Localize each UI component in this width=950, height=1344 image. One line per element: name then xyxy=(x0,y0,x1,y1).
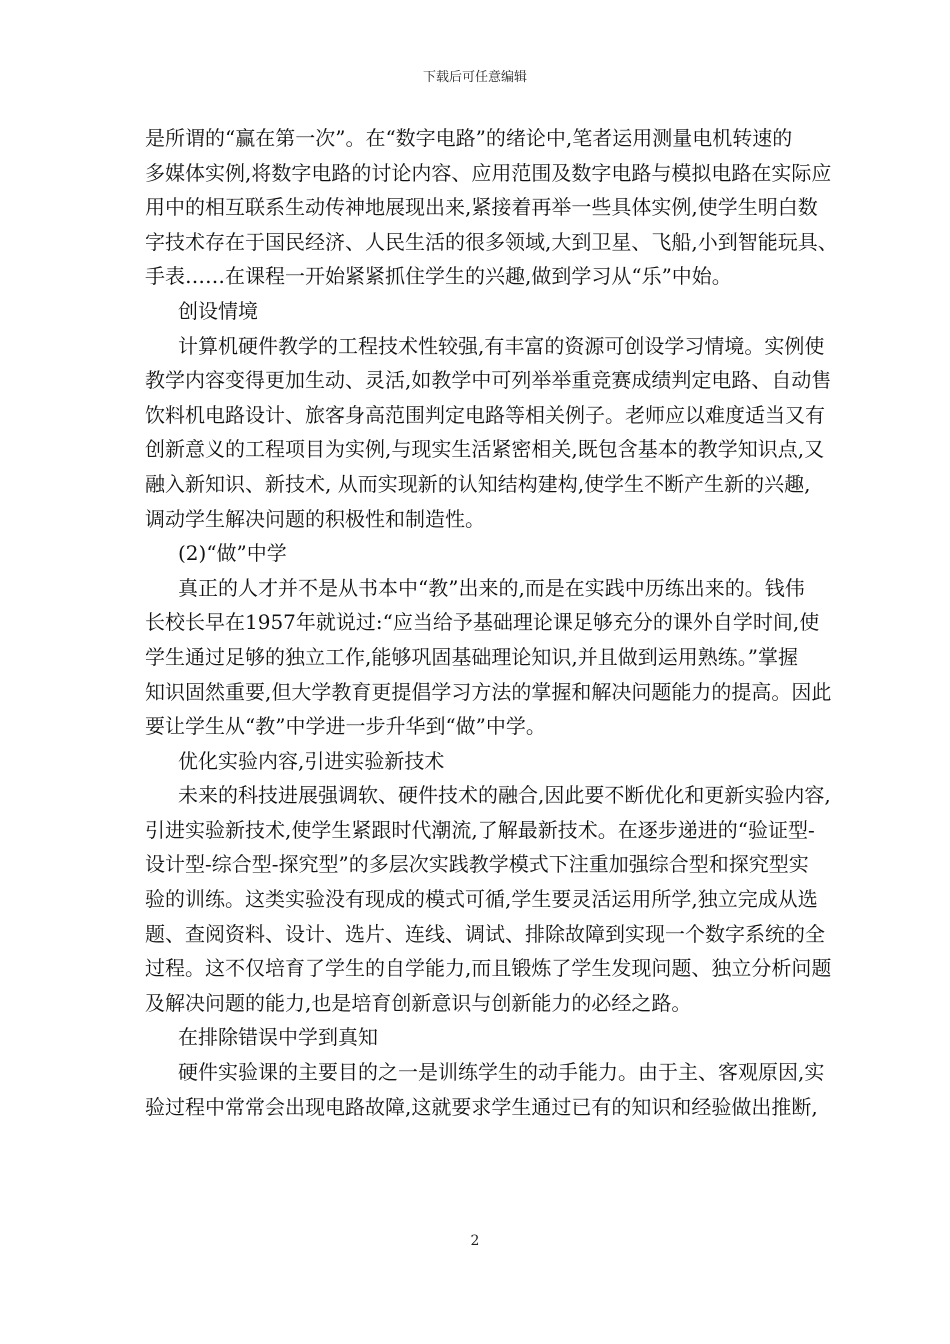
text-line: 要让学生从“教”中学进一步升华到“做”中学。 xyxy=(145,714,546,739)
text-line: 长校长早在1957年就说过:“应当给予基础理论课足够充分的课外自学时间,使 xyxy=(145,610,820,635)
text-line: 验的训练。这类实验没有现成的模式可循,学生要灵活运用所学,独立完成从选 xyxy=(145,887,818,912)
text-line: 教学内容变得更加生动、灵活,如教学中可列举举重竞赛成绩判定电路、自动售 xyxy=(145,368,832,393)
text-line: 是所谓的“赢在第一次”。在“数字电路”的绪论中,笔者运用测量电机转速的 xyxy=(145,126,793,150)
text-line: 优化实验内容,引进实验新技术 xyxy=(178,748,445,773)
text-line: 过程。这不仅培育了学生的自学能力,而且锻炼了学生发现问题、独立分析问题 xyxy=(145,956,832,981)
text-line: 融入新知识、新技术, 从而实现新的认知结构建构,使学生不断产生新的兴趣, xyxy=(145,471,811,496)
text-line: 硬件实验课的主要目的之一是训练学生的动手能力。由于主、客观原因,实 xyxy=(178,1060,825,1085)
text-line: 饮料机电路设计、旅客身高范围判定电路等相关例子。老师应以难度适当又有 xyxy=(145,402,825,427)
text-line: 真正的人才并不是从书本中“教”出来的,而是在实践中历练出来的。钱伟 xyxy=(178,575,805,600)
text-line: 未来的科技进展强调软、硬件技术的融合,因此要不断优化和更新实验内容, xyxy=(178,783,831,808)
text-line: 字技术存在于国民经济、人民生活的很多领域,大到卫星、飞船,小到智能玩具、 xyxy=(145,229,838,254)
body-text xyxy=(145,121,838,1124)
text-line: 用中的相互联系生动传神地展现出来,紧接着再举一些具体实例,使学生明白数 xyxy=(145,195,818,220)
page-number: 2 xyxy=(470,1233,480,1249)
text-line: 创新意义的工程项目为实例,与现实生活紧密相关,既包含基本的教学知识点,又 xyxy=(145,437,825,462)
text-line: 引进实验新技术,使学生紧跟时代潮流,了解最新技术。在逐步递进的“验证型- xyxy=(145,817,815,842)
text-line: 计算机硬件教学的工程技术性较强,有丰富的资源可创设学习情境。实例使 xyxy=(178,333,825,358)
text-line: 题、查阅资料、设计、选片、连线、调试、排除故障到实现一个数字系统的全 xyxy=(145,921,825,946)
text-line: 验过程中常常会出现电路故障,这就要求学生通过已有的知识和经验做出推断, xyxy=(145,1094,818,1119)
text-line: (2)“做”中学 xyxy=(178,541,287,566)
text-line: 手表……在课程一开始紧紧抓住学生的兴趣,做到学习从“乐”中始。 xyxy=(145,264,732,289)
text-line: 创设情境 xyxy=(178,298,258,323)
text-line: 学生通过足够的独立工作,能够巩固基础理论知识,并且做到运用熟练。”掌握 xyxy=(145,644,798,669)
text-line: 设计型-综合型-探究型”的多层次实践教学模式下注重加强综合型和探究型实 xyxy=(145,852,809,877)
text-line: 在排除错误中学到真知 xyxy=(178,1025,378,1050)
text-line: 及解决问题的能力,也是培育创新意识与创新能力的必经之路。 xyxy=(145,990,692,1015)
text-line: 调动学生解决问题的积极性和制造性。 xyxy=(145,506,485,531)
text-line: 知识固然重要,但大学教育更提倡学习方法的掌握和解决问题能力的提高。因此 xyxy=(145,679,832,704)
page-header: 下载后可任意编辑 xyxy=(422,70,527,85)
text-line: 多媒体实例,将数字电路的讨论内容、应用范围及数字电路与模拟电路在实际应 xyxy=(145,160,832,185)
